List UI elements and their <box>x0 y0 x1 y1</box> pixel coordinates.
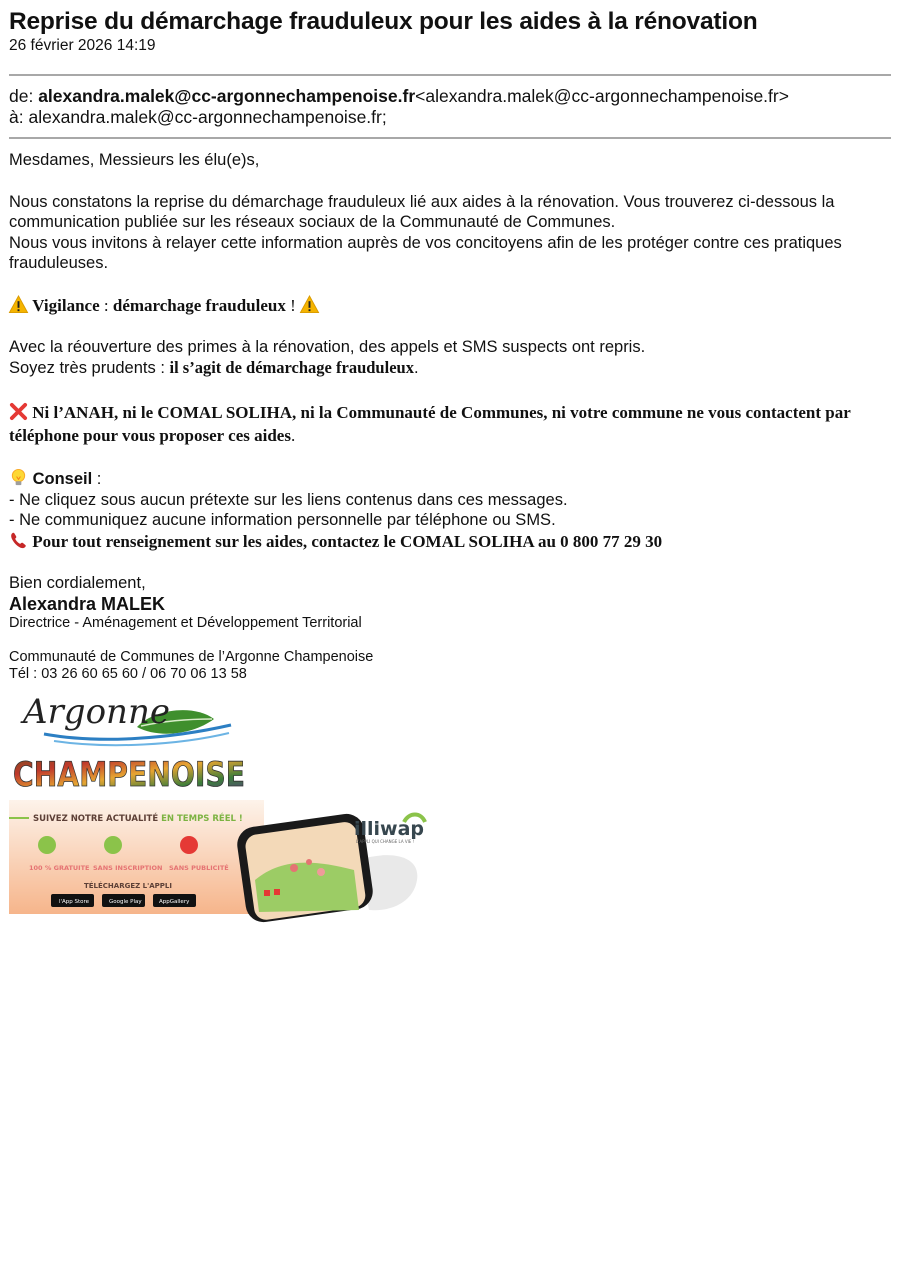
signature-title: Directrice - Aménagement et Développement Territorial <box>9 614 362 631</box>
from-sender[interactable]: alexandra.malek@cc-argonnechampenoise.fr <box>38 86 416 106</box>
anah-line2 <box>9 424 891 447</box>
argonne-champenoise-logo <box>9 689 249 794</box>
anah-text-1: Ni l’ANAH, ni le COMAL SOLIHA, ni la Communauté de Communes, ni votre commune ne vous contactent par <box>32 403 851 422</box>
anah-line1 <box>9 401 891 424</box>
tip-1: - Ne cliquez sous aucun prétexte sur les liens contenus dans ces messages. <box>9 490 568 509</box>
svg-text:L'APPLI QUI CHANGE LA VIE !: L'APPLI QUI CHANGE LA VIE ! <box>356 838 415 844</box>
header-separator <box>9 74 891 76</box>
svg-text:AppGallery: AppGallery <box>159 898 190 905</box>
anah-suffix: . <box>290 426 296 445</box>
closing: Bien cordialement, <box>9 574 146 592</box>
to-line <box>9 107 891 128</box>
header-separator-2 <box>9 137 891 139</box>
vigilance-line <box>9 295 891 317</box>
signature-org: Communauté de Communes de l’Argonne Champenoise <box>9 648 374 665</box>
para1-line1: Nous constatons la reprise du démarchage frauduleux lié aux aides à la rénovation. Vous trouverez ci-dessous la <box>9 192 835 211</box>
warning-icon <box>9 295 28 314</box>
conseil-colon: : <box>92 470 102 488</box>
from-line <box>9 86 891 107</box>
from-label: de: <box>9 86 34 106</box>
signature-phone: Tél : 03 26 60 65 60 / 06 70 06 13 58 <box>9 665 247 682</box>
svg-text:Google Play: Google Play <box>109 898 142 905</box>
telephone-icon <box>9 531 28 550</box>
svg-text:SANS INSCRIPTION: SANS INSCRIPTION <box>93 863 163 872</box>
warning-icon <box>300 295 319 314</box>
vigilance-colon: : <box>99 295 113 315</box>
illiwap-banner[interactable] <box>9 800 429 914</box>
vigilance-exclaim: ! <box>285 295 301 315</box>
email-page <box>9 0 891 914</box>
svg-text:TÉLÉCHARGEZ L'APPLI: TÉLÉCHARGEZ L'APPLI <box>84 881 172 890</box>
prudent-bold: il s’agit de démarchage frauduleux <box>169 357 414 377</box>
para1-line3: Nous vous invitons à relayer cette information auprès de vos concitoyens afin de les protéger contre ces pratiques <box>9 233 842 252</box>
from-address[interactable]: <alexandra.malek@cc-argonnechampenoise.fr> <box>415 86 789 106</box>
prudent-suffix: . <box>413 358 419 377</box>
svg-text:100 % GRATUITE: 100 % GRATUITE <box>29 863 90 872</box>
conseil-label: Conseil <box>32 470 93 488</box>
greeting: Mesdames, Messieurs les élu(e)s, <box>9 151 260 169</box>
conseil-line <box>9 468 891 490</box>
para1-line2: communication publiée sur les réseaux sociaux de la Communauté de Communes. <box>9 213 616 231</box>
svg-text:illiwap: illiwap <box>354 817 425 840</box>
para1-line4: frauduleuses. <box>9 254 109 272</box>
organization-logo <box>9 689 891 800</box>
cross-mark-icon <box>9 402 28 421</box>
logo-script-text: Argonne <box>23 691 170 732</box>
anah-text-2: téléphone pour vous proposer ces aides <box>9 426 291 445</box>
anah-paragraph <box>9 401 891 447</box>
contact-text: Pour tout renseignement sur les aides, contactez le COMAL SOLIHA au 0 800 77 29 30 <box>32 531 663 551</box>
svg-text:SANS PUBLICITÉ: SANS PUBLICITÉ <box>169 863 229 872</box>
prudent-line <box>9 358 891 379</box>
illiwap-banner-graphic <box>9 800 429 914</box>
email-body <box>9 150 891 594</box>
signature-name: Alexandra MALEK <box>9 593 166 614</box>
logo-block-text: CHAMPENOISE <box>13 754 245 795</box>
contact-line <box>9 531 891 553</box>
tip-2: - Ne communiquez aucune information personnelle par téléphone ou SMS. <box>9 511 556 529</box>
vigilance-topic: démarchage frauduleux <box>112 295 286 315</box>
to-label: à: <box>9 107 24 127</box>
svg-text:l'App Store: l'App Store <box>59 898 90 905</box>
prudent-prefix: Soyez très prudents : <box>9 358 170 377</box>
light-bulb-icon <box>9 468 28 487</box>
email-subject: Reprise du démarchage frauduleux pour les aides à la rénovation <box>9 8 758 35</box>
email-date: 26 février 2026 14:19 <box>9 37 156 54</box>
reopen-line: Avec la réouverture des primes à la rénovation, des appels et SMS suspects ont repris. <box>9 338 646 356</box>
svg-text:SUIVEZ NOTRE ACTUALITÉ EN TEMP: SUIVEZ NOTRE ACTUALITÉ EN TEMPS RÉEL ! <box>33 813 243 824</box>
to-address[interactable]: alexandra.malek@cc-argonnechampenoise.fr; <box>28 107 387 127</box>
vigilance-word: Vigilance <box>32 295 100 315</box>
